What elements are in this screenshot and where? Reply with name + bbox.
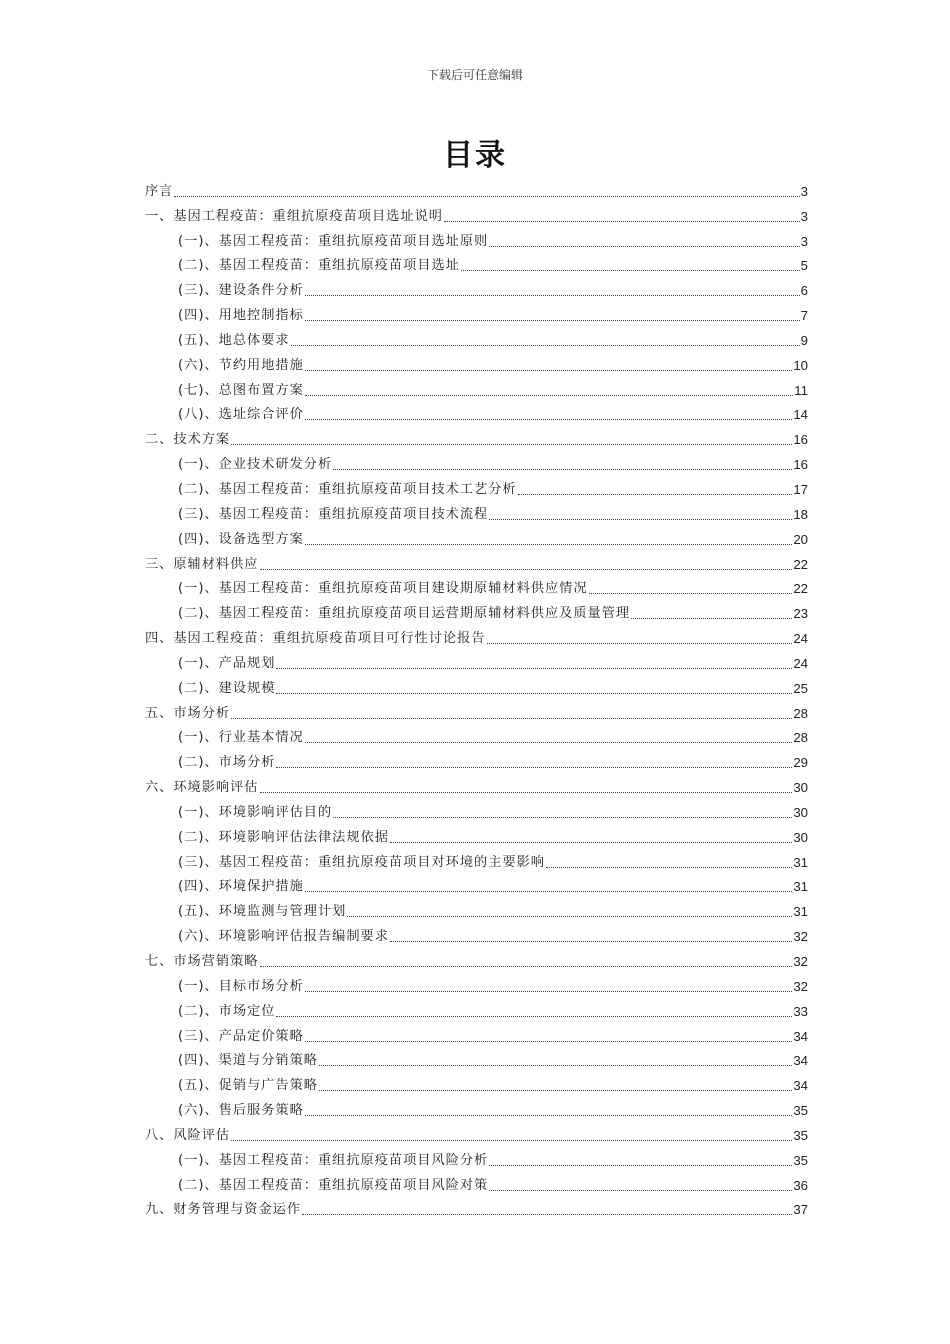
toc-dot-leader — [276, 668, 792, 669]
toc-page-number: 32 — [793, 954, 808, 969]
toc-section-entry[interactable] — [145, 300, 808, 325]
toc-page-number: 3 — [800, 208, 808, 224]
toc-entry-label: (二)、基因工程疫苗：重组抗原疫苗项目选址 — [178, 258, 460, 274]
toc-section-entry[interactable] — [145, 747, 808, 772]
toc-section-entry[interactable] — [145, 1095, 808, 1120]
toc-dot-leader — [589, 593, 793, 594]
toc-section-entry[interactable] — [145, 226, 808, 251]
toc-dot-leader — [305, 419, 793, 420]
toc-entry-label: 二、技术方案 — [145, 432, 231, 448]
toc-page-number: 31 — [793, 879, 808, 895]
toc-entry-label: (二)、市场分析 — [178, 755, 276, 771]
toc-page-number: 25 — [793, 680, 808, 696]
toc-page-number: 9 — [800, 332, 808, 348]
toc-dot-leader — [347, 916, 792, 917]
toc-dot-leader — [276, 693, 792, 694]
toc-chapter-entry[interactable] — [145, 946, 808, 971]
toc-dot-leader — [546, 867, 792, 868]
toc-entry-label: 七、市场营销策略 — [145, 954, 259, 969]
toc-entry-label: (六)、售后服务策略 — [178, 1103, 304, 1119]
toc-dot-leader — [333, 469, 792, 470]
toc-section-entry[interactable] — [145, 971, 808, 996]
toc-section-entry[interactable] — [145, 648, 808, 673]
toc-dot-leader — [231, 444, 792, 445]
toc-dot-leader — [390, 941, 792, 942]
toc-section-entry[interactable] — [145, 275, 808, 300]
toc-dot-leader — [333, 817, 792, 818]
toc-entry-label: (二)、建设规模 — [178, 680, 276, 696]
toc-page-number: 30 — [793, 780, 808, 796]
toc-section-entry[interactable] — [145, 524, 808, 549]
toc-entry-label: (三)、基因工程疫苗：重组抗原疫苗项目技术流程 — [178, 506, 489, 522]
toc-section-entry[interactable] — [145, 872, 808, 897]
toc-page-number: 24 — [793, 655, 808, 671]
toc-section-entry[interactable] — [145, 325, 808, 350]
toc-section-entry[interactable] — [145, 1021, 808, 1046]
toc-entry-label: (四)、环境保护措施 — [178, 879, 304, 895]
toc-dot-leader — [305, 742, 793, 743]
toc-page-number: 7 — [800, 308, 808, 324]
toc-page-number: 36 — [793, 1177, 808, 1193]
toc-dot-leader — [260, 569, 793, 570]
toc-section-entry[interactable] — [145, 375, 808, 400]
toc-entry-label: (七)、总图布置方案 — [178, 382, 304, 398]
toc-dot-leader — [489, 1190, 792, 1191]
toc-title: 目录 — [443, 138, 507, 173]
toc-page-number: 18 — [793, 506, 808, 522]
toc-chapter-entry[interactable] — [145, 1120, 808, 1145]
toc-section-entry[interactable] — [145, 499, 808, 524]
toc-dot-leader — [489, 246, 799, 247]
toc-dot-leader — [305, 370, 793, 371]
toc-page-number: 11 — [794, 382, 808, 398]
toc-section-entry[interactable] — [145, 474, 808, 499]
toc-entry-label: 三、原辅材料供应 — [145, 556, 259, 572]
toc-dot-leader — [489, 519, 792, 520]
toc-entry-label: (一)、行业基本情况 — [178, 730, 304, 746]
toc-section-entry[interactable] — [145, 921, 808, 946]
toc-section-entry[interactable] — [145, 1046, 808, 1071]
table-of-contents — [145, 176, 808, 1219]
toc-dot-leader — [487, 643, 793, 644]
toc-page-number: 10 — [793, 357, 808, 373]
toc-entry-label: (六)、环境影响评估报告编制要求 — [178, 929, 389, 945]
toc-entry-label: (六)、节约用地措施 — [178, 357, 304, 373]
toc-chapter-entry[interactable] — [145, 772, 808, 797]
toc-page-number: 23 — [793, 606, 808, 622]
toc-page-number: 35 — [793, 1152, 808, 1168]
toc-section-entry[interactable] — [145, 673, 808, 698]
toc-dot-leader — [390, 842, 792, 843]
toc-dot-leader — [260, 792, 793, 793]
toc-entry-label: (一)、环境影响评估目的 — [178, 804, 333, 820]
toc-section-entry[interactable] — [145, 1170, 808, 1195]
toc-page-number: 16 — [793, 432, 808, 448]
toc-dot-leader — [305, 991, 793, 992]
toc-page-number: 22 — [793, 581, 808, 597]
toc-section-entry[interactable] — [145, 574, 808, 599]
toc-section-entry[interactable] — [145, 723, 808, 748]
toc-entry-label: 四、基因工程疫苗：重组抗原疫苗项目可行性讨论报告 — [145, 631, 486, 647]
toc-dot-leader — [319, 1090, 792, 1091]
toc-page-number: 24 — [793, 631, 808, 647]
toc-page-number: 31 — [793, 904, 808, 920]
toc-entry-label: (四)、渠道与分销策略 — [178, 1053, 318, 1069]
toc-dot-leader — [631, 618, 792, 619]
toc-entry-label: 六、环境影响评估 — [145, 780, 259, 796]
toc-dot-leader — [305, 1041, 793, 1042]
toc-entry-label: (三)、基因工程疫苗：重组抗原疫苗项目对环境的主要影响 — [178, 854, 545, 870]
toc-dot-leader — [461, 270, 800, 271]
toc-entry-label: (五)、地总体要求 — [178, 332, 290, 348]
toc-page-number: 34 — [793, 1053, 808, 1069]
toc-entry-label: (二)、基因工程疫苗：重组抗原疫苗项目运营期原辅材料供应及质量管理 — [178, 606, 631, 622]
toc-dot-leader — [305, 295, 800, 296]
toc-page-number: 22 — [793, 556, 808, 572]
toc-chapter-entry[interactable] — [145, 698, 808, 723]
toc-entry-label: 五、市场分析 — [145, 705, 231, 721]
toc-section-entry[interactable] — [145, 896, 808, 921]
toc-section-entry[interactable] — [145, 350, 808, 375]
toc-page-number: 32 — [793, 929, 808, 945]
toc-page-number: 32 — [793, 978, 808, 994]
toc-dot-leader — [291, 345, 800, 346]
toc-section-entry[interactable] — [145, 847, 808, 872]
toc-entry-label: (二)、市场定位 — [178, 1003, 276, 1019]
toc-entry-label: (八)、选址综合评价 — [178, 407, 304, 423]
toc-dot-leader — [260, 966, 793, 967]
toc-entry-label: 八、风险评估 — [145, 1127, 231, 1143]
toc-dot-leader — [518, 494, 793, 495]
toc-entry-label: 序言 — [145, 183, 174, 199]
toc-page-number: 30 — [793, 804, 808, 820]
toc-page-number: 14 — [793, 407, 808, 423]
toc-entry-label: (四)、设备选型方案 — [178, 531, 304, 547]
toc-dot-leader — [231, 1140, 792, 1141]
toc-chapter-entry[interactable] — [145, 176, 808, 201]
toc-chapter-entry[interactable] — [145, 549, 808, 574]
toc-page-number: 3 — [800, 233, 808, 249]
toc-section-entry[interactable] — [145, 1145, 808, 1170]
toc-page-number: 28 — [793, 730, 808, 746]
toc-dot-leader — [305, 1115, 793, 1116]
toc-section-entry[interactable] — [145, 251, 808, 276]
toc-entry-label: (三)、产品定价策略 — [178, 1028, 304, 1044]
toc-entry-label: 一、基因工程疫苗：重组抗原疫苗项目选址说明 — [145, 208, 443, 224]
toc-entry-label: (四)、用地控制指标 — [178, 308, 304, 324]
toc-page-number: 6 — [800, 283, 808, 299]
toc-chapter-entry[interactable] — [145, 1195, 808, 1220]
toc-entry-label: (三)、建设条件分析 — [178, 283, 304, 299]
toc-entry-label: (五)、促销与广告策略 — [178, 1078, 318, 1094]
toc-section-entry[interactable] — [145, 1070, 808, 1095]
toc-dot-leader — [174, 196, 799, 197]
toc-entry-label: (二)、基因工程疫苗：重组抗原疫苗项目技术工艺分析 — [178, 481, 517, 497]
toc-page-number: 3 — [800, 183, 808, 199]
toc-entry-label: (一)、企业技术研发分析 — [178, 457, 333, 473]
toc-page-number: 31 — [793, 854, 808, 870]
toc-dot-leader — [305, 891, 793, 892]
toc-page-number: 33 — [793, 1003, 808, 1019]
toc-entry-label: (二)、环境影响评估法律法规依据 — [178, 829, 389, 845]
toc-page-number: 5 — [800, 258, 808, 274]
toc-chapter-entry[interactable] — [145, 201, 808, 226]
toc-page-number: 17 — [793, 481, 808, 497]
toc-entry-label: (一)、目标市场分析 — [178, 978, 304, 994]
toc-entry-label: 九、财务管理与资金运作 — [145, 1202, 302, 1218]
toc-entry-label: (一)、产品规划 — [178, 655, 276, 671]
toc-entry-label: (二)、基因工程疫苗：重组抗原疫苗项目风险对策 — [178, 1177, 489, 1193]
toc-section-entry[interactable] — [145, 449, 808, 474]
toc-chapter-entry[interactable] — [145, 623, 808, 648]
toc-section-entry[interactable] — [145, 797, 808, 822]
toc-section-entry[interactable] — [145, 822, 808, 847]
toc-page-number: 34 — [793, 1078, 808, 1094]
toc-dot-leader — [231, 718, 792, 719]
header-note: 下载后可任意编辑 — [426, 68, 523, 82]
toc-section-entry[interactable] — [145, 400, 808, 425]
toc-dot-leader — [319, 1065, 792, 1066]
toc-page-number: 37 — [793, 1202, 808, 1218]
toc-section-entry[interactable] — [145, 598, 808, 623]
toc-page-number: 30 — [793, 829, 808, 845]
toc-dot-leader — [305, 320, 800, 321]
toc-entry-label: (一)、基因工程疫苗：重组抗原疫苗项目建设期原辅材料供应情况 — [178, 581, 588, 597]
toc-page-number: 34 — [793, 1028, 808, 1044]
toc-page-number: 29 — [793, 755, 808, 771]
toc-page-number: 35 — [793, 1127, 808, 1143]
toc-entry-label: (一)、基因工程疫苗：重组抗原疫苗项目选址原则 — [178, 233, 489, 249]
toc-entry-label: (一)、基因工程疫苗：重组抗原疫苗项目风险分析 — [178, 1152, 489, 1168]
toc-page-number: 20 — [793, 531, 808, 547]
toc-dot-leader — [489, 1165, 792, 1166]
toc-dot-leader — [276, 767, 792, 768]
toc-dot-leader — [305, 544, 793, 545]
toc-entry-label: (五)、环境监测与管理计划 — [178, 904, 347, 920]
toc-dot-leader — [444, 221, 800, 222]
toc-dot-leader — [305, 395, 794, 396]
toc-dot-leader — [302, 1214, 792, 1215]
toc-section-entry[interactable] — [145, 996, 808, 1021]
toc-page-number: 28 — [793, 705, 808, 721]
toc-dot-leader — [276, 1016, 792, 1017]
toc-page-number: 16 — [793, 457, 808, 473]
toc-chapter-entry[interactable] — [145, 424, 808, 449]
toc-page-number: 35 — [793, 1103, 808, 1119]
